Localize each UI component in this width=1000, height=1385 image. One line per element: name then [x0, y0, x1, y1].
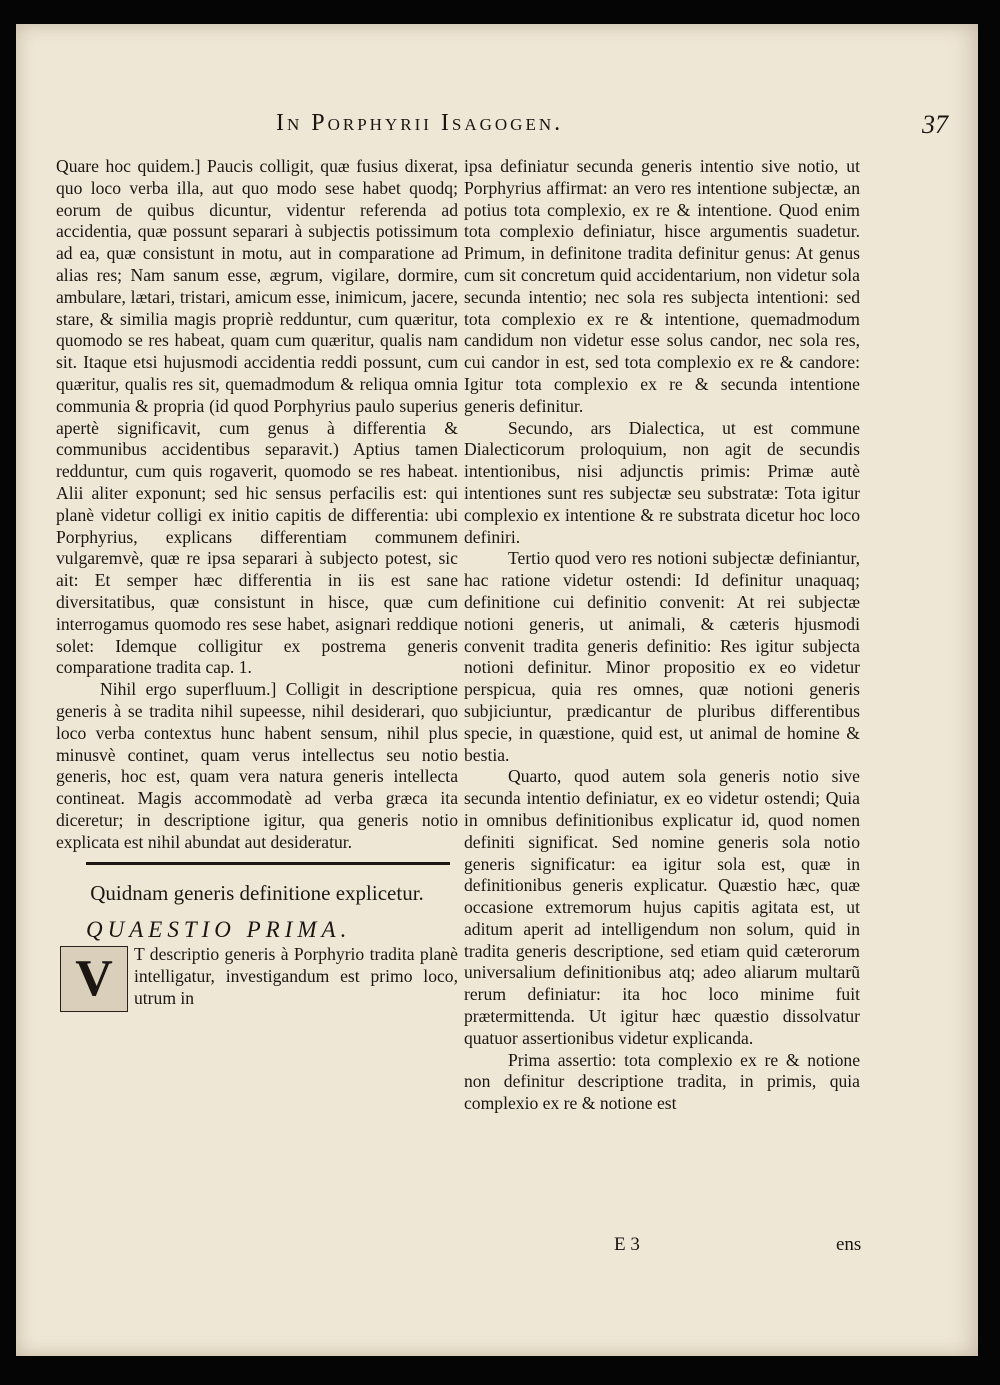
paragraph: Secundo, ars Dialectica, ut est commune Dialecticorum proloquium, non agit de secundis intentionibus, nisi adjunctis primis: Primæ autè intentiones sunt res subjectæ seu substratæ: Tota igitur complexio ex intentione & re substrata dicetur hoc loco definiri. — [464, 417, 860, 547]
signature-mark: E 3 — [614, 1234, 640, 1255]
ornamental-initial — [60, 946, 128, 1012]
question-heading: QUAESTIO PRIMA. — [86, 916, 352, 942]
running-header — [266, 110, 948, 150]
running-title: In Porphyrii Isagogen. — [276, 110, 564, 136]
paragraph: Prima assertio: tota complexio ex re & notione non definitur descriptione tradita, in primis, quia complexio ex re & notione est — [464, 1049, 860, 1114]
paragraph: Tertio quod vero res notioni subjectæ definiantur, hac ratione videtur ostendi: Id definitur unaquaq; definitione cui definitio convenit: At rei subjectæ notioni generis, ut animali, & cæteris hjusmodi convenit tradita generis definitio: Res igitur subjecta notioni definitur. Minor propositio ex eo videtur perspicua, quia res omnes, quæ notioni generis subjiciuntur, prædicantur de pluribus differentibus specie, in quæstione, quid est, ut animal de homine & bestia. — [464, 548, 860, 765]
book-page — [16, 24, 978, 1356]
paragraph: T descriptio generis à Porphyrio tradita planè intelligatur, investigandum est primo loco, utrum in — [134, 944, 458, 1008]
left-column — [56, 156, 458, 1012]
question-title: Quidnam generis definitione explicetur. — [90, 880, 424, 905]
paragraph: Quare hoc quidem.] Paucis colligit, quæ fusius dixerat, quo loco verba illa, aut quo modo sese habet quodq; eorum de quibus dicuntur, videntur referenda ad accidentia, quæ possunt separari à subjectis potissimum ad ea, quæ consistunt in motu, aut in comparatione ad alias res; Nam sanum esse, ægrum, vigilare, dormire, ambulare, lætari, tristari, amicum esse, inimicum, jacere, stare, & similia magis propriè redduntur, cum quæritur, quomodo se res habeat, quam cum quæritur, qualis nam sit. Itaque etsi hujusmodi accidentia reddi possunt, cum quæritur, qualis res sit, quemadmodum & reliqua omnia communia & propria (id quod Porphyrius paulo superius apertè significavit, cum genus à differentia & communibus accidentibus separavit.) Aptius tamen redduntur, cum quis rogaverit, quomodo se res habeat. Alii aliter exponunt; sed hic sensus perfacilis est: qui planè videtur colligi ex initio capitis de differentia: ubi Porphyrius, explicans differentiam communem vulgaremvè, quæ re ipsa separari à subjecto potest, sic ait: Et semper hæc differentia in iis est sane diversitatibus, quæ consistunt in hisce, quæ cum interrogamus quomodo res sese habet, asignari reddique solet: Idemque colligitur ex postrema generis comparatione tradita cap. 1. — [56, 156, 458, 678]
page-number: 37 — [922, 110, 948, 139]
divider-rule — [86, 862, 450, 865]
right-column — [464, 156, 860, 1115]
paragraph: Quarto, quod autem sola generis notio sive secunda intentio definiatur, ex eo videtur ostendi; Quia in omnibus definitionibus explicatur id, quod nomen definiti significat. Sed nomine generis sola notio generis significatur: ea igitur sola est, quæ in definitionibus generis explicatur. Quæstio hæc, quæ occasione extremorum hujus capitis agitata est, ut aditum aperit ad intelligendum non solum, quid in tradita generis descriptione, sed etiam quid cæterorum universalium definitionibus atq; adeo aliarum multarũ rerum definiatur: ita hoc loco minime fuit prætermittenda. Ut igitur hæc quæstio dissolvatur quatuor assertionibus videtur explicanda. — [464, 766, 860, 1048]
catchword: ens — [836, 1234, 862, 1255]
paragraph: Nihil ergo superfluum.] Colligit in descriptione generis à se tradita nihil supeesse, nihil desiderari, quo loco verba contextus hunc habent sensum, nihil plus minusvè continet, quam verus intellectus seu notio generis, hoc est, quam vera natura generis intellecta contineat. Magis accommodatè ad verba græca ita diceretur; in descriptione igitur, qua generis notio explicata est nihil abundat aut desideratur. — [56, 679, 458, 852]
paragraph: ipsa definiatur secunda generis intentio sive notio, ut Porphyrius affirmat: an vero res intentione subjectæ, an potius tota complexio, ex re & intentione. Quod enim tota complexio definiatur, hisce argumentis suadetur. Primum, in definitone tradita definitur genus: At genus cum sit concretum quid accidentarium, non videtur sola secunda intentio; nec sola res subjecta intentioni: sed tota complexio ex re & intentione, quemadmodum candidum non videtur esse solus candor, nec sola res, cui candor in est, sed tota complexio ex re & candore: Igitur tota complexio ex re & secunda intentione generis definitur. — [464, 156, 860, 416]
initial-letter: V — [75, 950, 113, 1008]
